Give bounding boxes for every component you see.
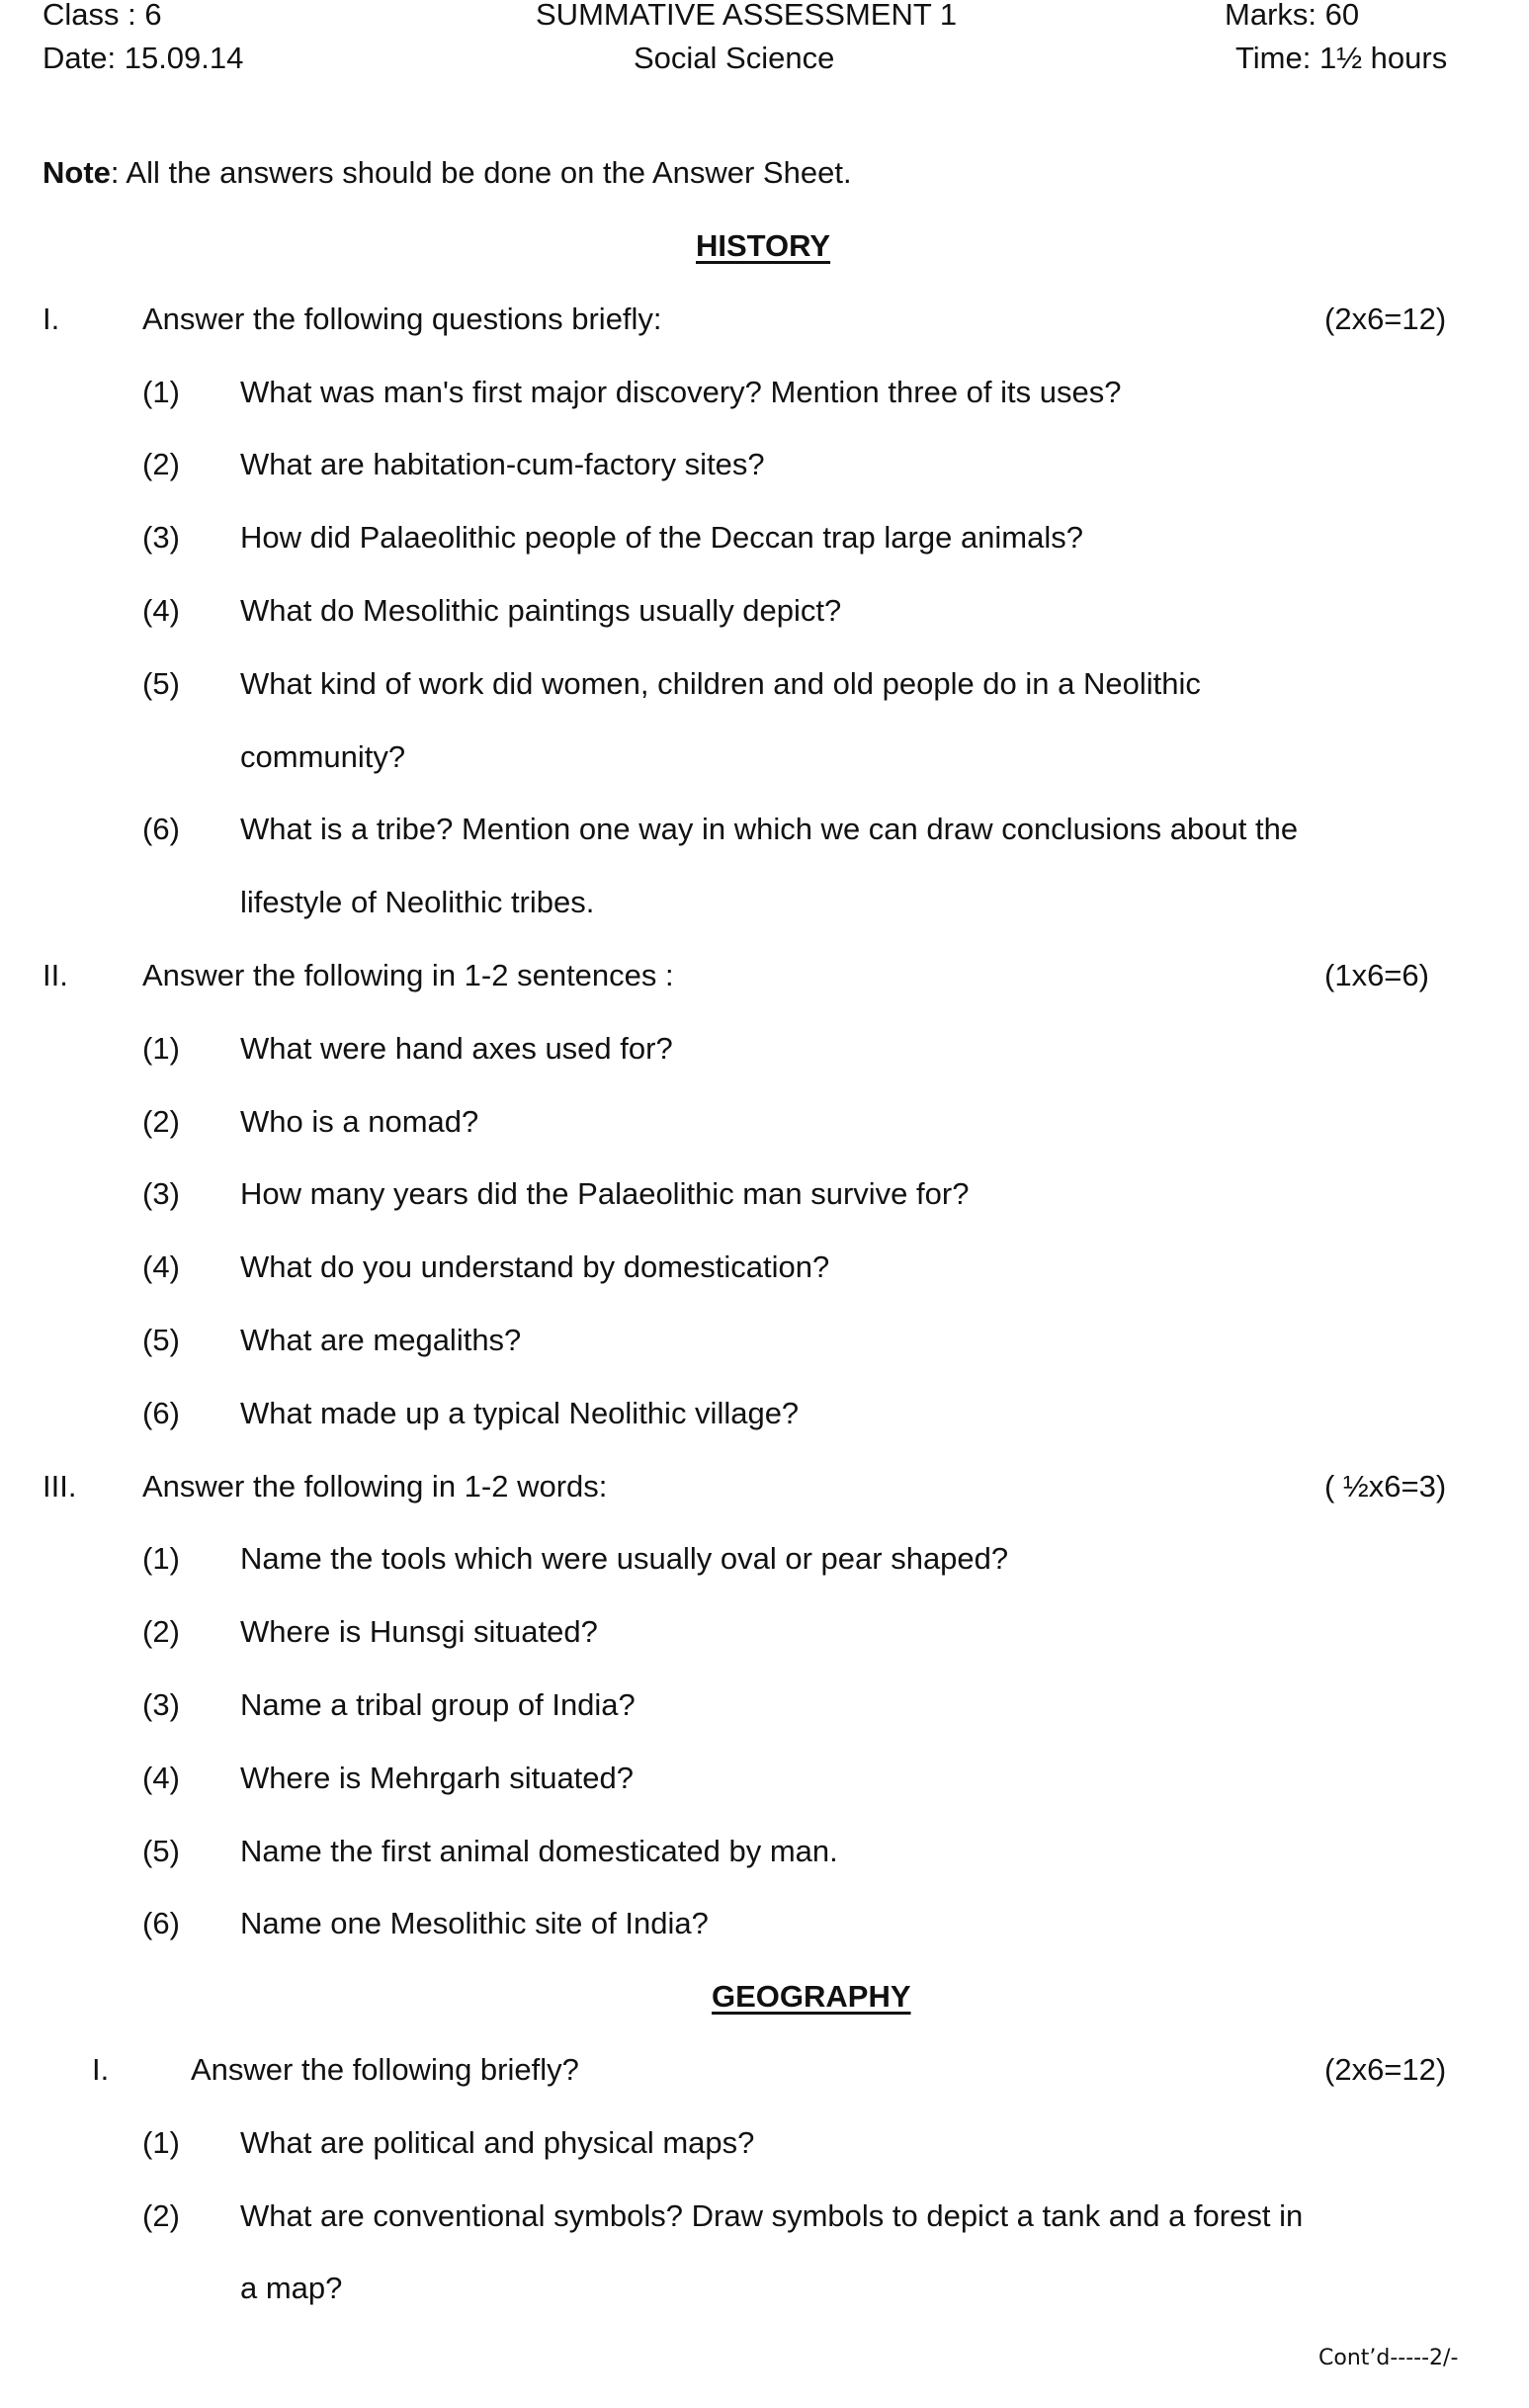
question-row	[0, 501, 1529, 574]
question-text: community?	[240, 738, 406, 774]
part-instruction: Answer the following questions briefly:	[142, 301, 662, 336]
part-marks: (2x6=12)	[1324, 2051, 1447, 2087]
part-marks: ( ½x6=3)	[1324, 1468, 1447, 1504]
part-row	[0, 283, 1529, 356]
section-title: HISTORY	[696, 228, 831, 263]
note-text: : All the answers should be done on the Answer Sheet.	[110, 155, 852, 190]
question-row	[0, 574, 1529, 647]
question-text: What made up a typical Neolithic village?	[240, 1395, 800, 1430]
question-text: What are political and physical maps?	[240, 2124, 755, 2160]
question-row	[0, 793, 1529, 866]
question-row	[0, 356, 1529, 429]
question-text: How many years did the Palaeolithic man survive for?	[240, 1176, 970, 1212]
question-number: (6)	[142, 1906, 180, 1941]
question-text: Where is Mehrgarh situated?	[240, 1760, 635, 1795]
question-row	[0, 2180, 1529, 2253]
exam-date: Date: 15.09.14	[42, 41, 244, 75]
question-number: (4)	[142, 1760, 180, 1795]
question-text: What are habitation-cum-factory sites?	[240, 447, 765, 482]
time-allowed: Time: 1½ hours	[1235, 41, 1448, 75]
question-text: What were hand axes used for?	[240, 1030, 673, 1066]
subject: Social Science	[634, 41, 835, 75]
question-number: (2)	[142, 1103, 180, 1139]
question-row	[0, 1304, 1529, 1377]
part-row	[0, 2033, 1529, 2107]
question-number: (1)	[142, 1541, 180, 1577]
question-number: (1)	[142, 1030, 180, 1066]
question-text: What are conventional symbols? Draw symbols to depict a tank and a forest in	[240, 2197, 1304, 2233]
question-row	[0, 1887, 1529, 1960]
question-row	[0, 1377, 1529, 1450]
part-marks: (1x6=6)	[1324, 957, 1429, 992]
question-number: (2)	[142, 2197, 180, 2233]
part-number: III.	[42, 1468, 77, 1504]
question-continuation	[0, 721, 1529, 794]
part-number: I.	[42, 301, 60, 336]
question-row	[0, 1669, 1529, 1742]
section-title: GEOGRAPHY	[712, 1979, 911, 2015]
part-marks: (2x6=12)	[1324, 301, 1447, 336]
question-number: (3)	[142, 1686, 180, 1722]
question-text: Where is Hunsgi situated?	[240, 1614, 598, 1650]
part-instruction: Answer the following briefly?	[191, 2051, 579, 2087]
question-number: (4)	[142, 1249, 180, 1285]
section-title-row	[0, 1960, 1529, 2033]
question-number: (2)	[142, 447, 180, 482]
question-number: (6)	[142, 812, 180, 847]
question-continuation	[0, 866, 1529, 939]
question-text: What are megaliths?	[240, 1322, 522, 1357]
question-continuation	[0, 2252, 1529, 2325]
question-text: a map?	[240, 2271, 343, 2306]
question-row	[0, 2107, 1529, 2180]
question-text: What kind of work did women, children and old people do in a Neolithic	[240, 665, 1201, 701]
section-title-row	[0, 210, 1529, 283]
continued-footer: Cont’d-----2/-	[1318, 2346, 1459, 2370]
class-label: Class : 6	[42, 0, 162, 32]
question-text: Who is a nomad?	[240, 1103, 479, 1139]
question-row	[0, 1012, 1529, 1085]
question-row	[0, 1231, 1529, 1304]
question-text: Name the tools which were usually oval or pear shaped?	[240, 1541, 1009, 1577]
question-paper-body	[0, 210, 1529, 2325]
part-number: II.	[42, 957, 68, 992]
question-row	[0, 1158, 1529, 1231]
exam-title: SUMMATIVE ASSESSMENT 1	[536, 0, 958, 32]
question-number: (3)	[142, 520, 180, 556]
note	[42, 153, 852, 193]
question-text: Name a tribal group of India?	[240, 1686, 636, 1722]
question-text: What do you understand by domestication?	[240, 1249, 830, 1285]
question-text: lifestyle of Neolithic tribes.	[240, 885, 595, 920]
question-number: (2)	[142, 1614, 180, 1650]
question-number: (5)	[142, 1322, 180, 1357]
question-text: Name one Mesolithic site of India?	[240, 1906, 709, 1941]
question-number: (6)	[142, 1395, 180, 1430]
question-row	[0, 1595, 1529, 1669]
part-instruction: Answer the following in 1-2 words:	[142, 1468, 608, 1504]
question-text: What was man's first major discovery? Mention three of its uses?	[240, 374, 1122, 409]
question-row	[0, 1522, 1529, 1595]
question-text: What do Mesolithic paintings usually depict?	[240, 592, 842, 628]
question-number: (1)	[142, 2124, 180, 2160]
question-row	[0, 1815, 1529, 1888]
question-text: What is a tribe? Mention one way in which we can draw conclusions about the	[240, 812, 1299, 847]
question-text: Name the first animal domesticated by man.	[240, 1833, 838, 1868]
total-marks: Marks: 60	[1225, 0, 1360, 32]
question-row	[0, 428, 1529, 501]
question-number: (4)	[142, 592, 180, 628]
question-number: (5)	[142, 1833, 180, 1868]
question-number: (5)	[142, 665, 180, 701]
part-row	[0, 1450, 1529, 1523]
question-number: (1)	[142, 374, 180, 409]
part-row	[0, 939, 1529, 1012]
note-label: Note	[42, 155, 111, 190]
part-instruction: Answer the following in 1-2 sentences :	[142, 957, 674, 992]
question-row	[0, 1742, 1529, 1815]
question-number: (3)	[142, 1176, 180, 1212]
question-row	[0, 1085, 1529, 1159]
part-number: I.	[92, 2051, 110, 2087]
question-row	[0, 647, 1529, 721]
question-text: How did Palaeolithic people of the Deccan trap large animals?	[240, 520, 1083, 556]
